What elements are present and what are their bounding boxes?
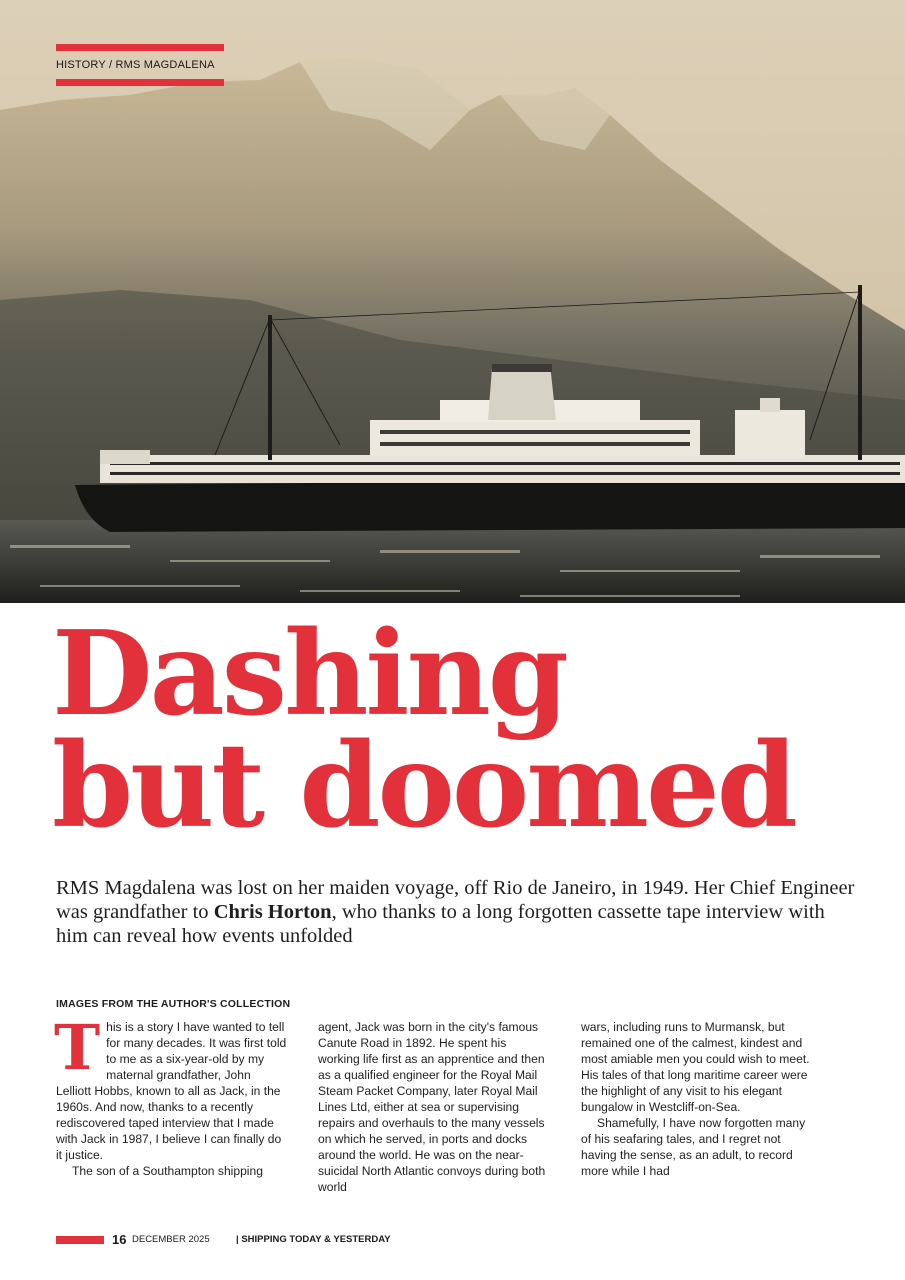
footer-accent-bar	[56, 1236, 104, 1244]
body-paragraph: The son of a Southampton shipping	[72, 1164, 263, 1178]
page-number: 16	[112, 1232, 127, 1247]
standfirst	[56, 876, 856, 948]
body-text: his is a story I have wanted to tell for many decades. It was first told to me as a six-year-old by my maternal grandfather, John Lelliott Hobbs, known to all as Jack, in the 1960s. And now, thanks to a recently rediscovered taped interview that I made with Jack in 1987, I believe I can finally do it justice.	[56, 1020, 287, 1162]
headline-line-1: Dashing	[52, 606, 566, 742]
body-column-2	[318, 1019, 550, 1195]
headline-line-2: but doomed	[52, 718, 795, 854]
publication-name: | SHIPPING TODAY & YESTERDAY	[236, 1234, 391, 1245]
section-tag	[56, 44, 224, 86]
issue-date: DECEMBER 2025	[132, 1234, 210, 1245]
standfirst-text-2: , who thanks to a long forgotten cassette tape interview with him can reveal how events unfolded	[56, 901, 825, 947]
body-paragraph: agent, Jack was born in the city's famous Canute Road in 1892. He spent his working life first as an apprentice and then as a qualified engineer for the Royal Mail Steam Packet Company, later Royal Mail Lines Ltd, either at sea or supervising repairs and overhauls to the many vessels on which he served, in ports and docks around the world. He was on the near-suicidal North Atlantic convoys during both world	[318, 1020, 546, 1194]
standfirst-text-1: RMS Magdalena was lost on her maiden voyage, off Rio de Janeiro, in 1949. Her Chief Engineer was grandfather to	[56, 877, 855, 923]
image-credit: IMAGES FROM THE AUTHOR'S COLLECTION	[56, 998, 291, 1010]
body-paragraph	[54, 1011, 288, 1163]
headline	[52, 606, 795, 854]
body-columns	[54, 1011, 856, 1219]
section-tag-bottom-rule	[56, 79, 224, 86]
hero-photo	[0, 0, 905, 603]
publication-name-text: SHIPPING TODAY & YESTERDAY	[241, 1234, 391, 1245]
body-column-1	[54, 1011, 288, 1179]
body-paragraph: Shamefully, I have now forgotten many of his seafaring tales, and I regret not having the sense, as an adult, to record more while I had	[581, 1116, 806, 1178]
body-column-3	[581, 1019, 813, 1179]
body-paragraph: wars, including runs to Murmansk, but remained one of the calmest, kindest and most amiable men you could wish to meet. His tales of that long maritime career were the highlight of any visit to his elegant bungalow in Westcliff-on-Sea.	[581, 1020, 810, 1114]
page-footer	[56, 1233, 656, 1247]
ship-photo-illustration	[0, 0, 905, 603]
section-tag-label: HISTORY / RMS MAGDALENA	[56, 59, 215, 71]
section-tag-top-rule	[56, 44, 224, 51]
author-name: Chris Horton	[213, 901, 332, 923]
drop-cap: T	[54, 1011, 101, 1084]
